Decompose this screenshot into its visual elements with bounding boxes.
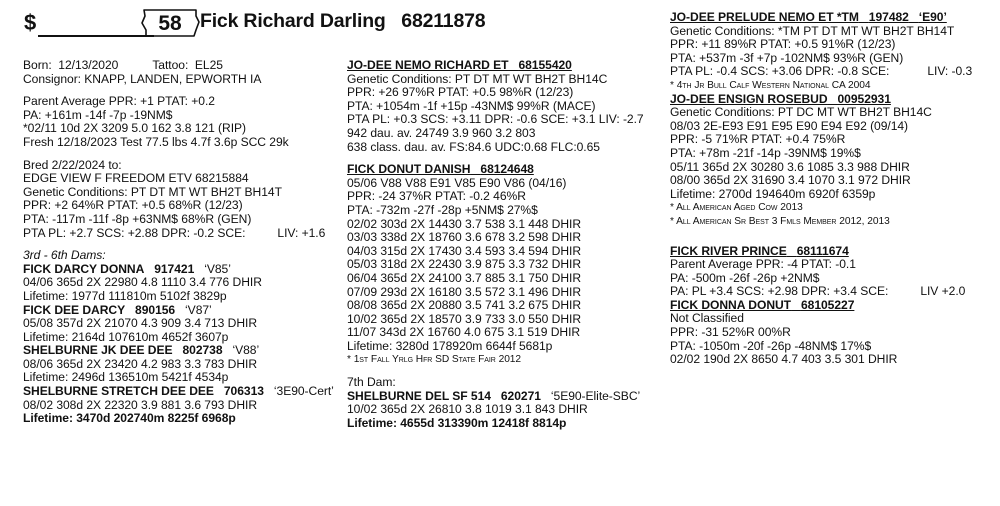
dams-list: [23, 263, 343, 413]
dam-entry-reg: 917421: [154, 261, 195, 276]
sire-dam-reg: 00952931: [837, 91, 891, 106]
dam-dam-reg: 68105227: [800, 297, 855, 312]
dam-detail-line: 11/07 343d 2X 16760 4.0 675 3.1 519 DHIR: [347, 325, 581, 340]
dam-entry-heading: [23, 304, 343, 318]
dam-entry-score: ‘V87’: [185, 302, 212, 317]
dam-entry-heading: [23, 344, 343, 358]
dam-detail-line: 10/02 365d 2X 18570 3.9 733 3.0 550 DHIR: [347, 311, 582, 326]
dam-name: FICK DONUT DANISH: [347, 162, 471, 177]
seventh-dam-lifetime: Lifetime: 4655d 313390m 12418f 8814p: [347, 415, 567, 430]
seventh-dam-heading: 7th Dam:: [347, 375, 396, 390]
dam-dam-name: FICK DONNA DONUT: [670, 297, 792, 312]
dam-sire-heading: [670, 245, 995, 259]
bred-sire: EDGE VIEW F FREEDOM ETV 68215884: [23, 171, 249, 186]
sire-dam-name: JO-DEE ENSIGN ROSEBUD: [670, 91, 828, 106]
dam-entry-reg: 802738: [182, 343, 223, 358]
dam-entry-name: SHELBURNE STRETCH DEE DEE: [23, 384, 214, 399]
sire-dam-award-note: * All American Sr Best 3 Fmls Member 2012, 2013: [670, 215, 890, 227]
bred-pta-pl-text: PTA PL: +2.7 SCS: +2.88 DPR: -0.2 SCE:: [23, 225, 246, 240]
record-line: *02/11 10d 2X 3209 5.0 162 3.8 121 (RIP): [23, 121, 247, 136]
sire-sire-liv: LIV: -0.3: [927, 64, 973, 79]
born-line: [23, 59, 343, 73]
sire-dam-detail-line: PTA: +78m -21f -14p -39NM$ 19%$: [670, 145, 861, 160]
dam-entry-record: 08/06 365d 2X 23420 4.2 983 3.3 783 DHIR: [23, 356, 258, 371]
sire-dam-award-notes: [670, 201, 995, 228]
seventh-dam-score: ‘5E90-Elite-SBC’: [550, 388, 641, 403]
bred-line: Bred 2/22/2024 to:: [23, 157, 122, 172]
dam-detail-line: PTA: -732m -27f -28p +5NM$ 27%$: [347, 202, 538, 217]
dam-detail-line: 05/06 V88 V88 E91 V85 E90 V86 (04/16): [347, 175, 567, 190]
dam-detail-line: 05/03 318d 2X 22430 3.9 875 3.3 732 DHIR: [347, 257, 582, 272]
consignor-line: Consignor: KNAPP, LANDEN, EPWORTH IA: [23, 71, 262, 86]
dam-detail-line: PPR: -24 37%R PTAT: -0.2 46%R: [347, 189, 526, 204]
sire-detail-line: PPR: +26 97%R PTAT: +0.5 98%R (12/23): [347, 85, 574, 100]
dam-detail-line: 03/03 338d 2X 18760 3.6 678 3.2 598 DHIR: [347, 230, 582, 245]
sire-sire-detail-line: PPR: +11 89%R PTAT: +0.5 91%R (12/23): [670, 37, 896, 52]
lot-header: [22, 8, 502, 40]
animal-name: Fick Richard Darling: [200, 10, 386, 32]
dam-dam-detail-line: Not Classified: [670, 311, 744, 326]
sire-name: JO-DEE NEMO RICHARD ET: [347, 58, 509, 72]
dam-entry-reg: 890156: [135, 302, 176, 317]
sire-dam-award-note: * All American Aged Cow 2013: [670, 202, 803, 214]
dam-entry-record: 05/08 357d 2X 21070 4.3 909 3.4 713 DHIR: [23, 316, 258, 331]
dam-entry-score: ‘V88’: [232, 343, 260, 358]
dam-entry-heading: [23, 263, 343, 277]
dam-entry-score: ‘V85’: [204, 261, 231, 276]
price-currency: $: [24, 10, 37, 35]
parent-average: Parent Average PPR: +1 PTAT: +0.2: [23, 94, 215, 109]
sire-detail-line: 942 dau. av. 24749 3.9 960 3.2 803: [347, 125, 536, 140]
sire-detail-line: PTA: +1054m -1f +15p -43NM$ 99%R (MACE): [347, 98, 596, 113]
dam-award-note: * 1st Fall Yrlg Hfr SD State Fair 2012: [347, 354, 522, 366]
bred-pta-pl: [23, 227, 343, 241]
dam-sire-pta-pl: [670, 285, 995, 299]
dam-heading: [347, 163, 667, 177]
seventh-dam-name: SHELBURNE DEL SF 514: [347, 388, 491, 403]
dam-entry-heading: [23, 385, 343, 399]
born-label: Born:: [23, 58, 52, 72]
sire-sire-score: ‘E90’: [918, 10, 947, 24]
dam-dam-detail-line: PPR: -31 52%R 00%R: [670, 325, 791, 340]
dam-sire-reg: 68111674: [796, 243, 849, 258]
sire-dam-heading: [670, 93, 995, 107]
right-column: [670, 11, 995, 367]
dams-heading: 3rd - 6th Dams:: [23, 248, 106, 263]
sire-sire-detail-line: PTA: +537m -3f +7p -102NM$ 93%R (GEN): [670, 50, 904, 65]
dam-detail-line: 08/08 365d 2X 20880 3.5 741 3.2 675 DHIR: [347, 298, 582, 313]
dam-sire-liv: LIV +2.0: [920, 284, 966, 299]
dam-sire-name: FICK RIVER PRINCE: [670, 243, 787, 258]
bred-genetic-conditions: Genetic Conditions: PT DT MT WT BH2T BH14T: [23, 184, 282, 199]
animal-title: [200, 10, 485, 33]
sire-sire-detail-line: Genetic Conditions: *TM PT DT MT WT BH2T BH14T: [670, 23, 955, 38]
dam-entry-name: FICK DARCY DONNA: [23, 261, 145, 276]
sire-sire-award-note: * 4th Jr Bull Calf Western National CA 2004: [670, 79, 871, 91]
sire-reg: 68155420: [518, 58, 572, 72]
pa-line: PA: +161m -14f -7p -19NM$: [23, 107, 173, 122]
dam-reg: 68124648: [480, 162, 534, 177]
sire-dam-detail-line: 08/03 2E-E93 E91 E95 E90 E94 E92 (09/14): [670, 118, 909, 133]
dam-entry-score: ‘3E90-Cert’: [273, 384, 334, 399]
sire-sire-heading: [670, 11, 995, 25]
sire-heading: [347, 59, 667, 73]
lot-number: 58: [158, 12, 182, 35]
sire-dam-detail-line: 08/00 365d 2X 31690 3.4 1070 3.1 972 DHIR: [670, 173, 911, 188]
sire-sire-pta-pl: [670, 65, 995, 79]
dam-entry-record: Lifetime: 2164d 107610m 4652f 3607p: [23, 329, 229, 344]
sire-dam-detail-line: Lifetime: 2700d 194640m 6920f 6359p: [670, 186, 876, 201]
sire-details: [347, 73, 667, 155]
dam-entry-record: 08/02 308d 2X 22320 3.9 881 3.6 793 DHIR: [23, 397, 258, 412]
sire-sire-reg: 197482: [868, 10, 909, 24]
seventh-dam-heading-line: [347, 390, 667, 404]
dam-entry-reg: 706313: [223, 384, 264, 399]
sire-dam-detail-line: PPR: -5 71%R PTAT: +0.4 75%R: [670, 132, 846, 147]
sire-sire-pta-pl-text: PTA PL: -0.4 SCS: +3.06 DPR: -0.8 SCE:: [670, 64, 890, 79]
dam-dam-heading: [670, 299, 995, 313]
bred-ppr: PPR: +2 64%R PTAT: +0.5 68%R (12/23): [23, 198, 243, 213]
left-column: [23, 59, 343, 426]
dam-sire-pta-pl-text: PA: PL +3.4 SCS: +2.98 DPR: +3.4 SCE:: [670, 284, 889, 299]
dam-details: [347, 177, 667, 354]
bred-liv: LIV: +1.6: [277, 225, 326, 240]
dam-dam-detail-line: 02/02 190d 2X 8650 4.7 403 3.5 301 DHIR: [670, 352, 898, 367]
fresh-line: Fresh 12/18/2023 Test 77.5 lbs 4.7f 3.6p SCC 29k: [23, 134, 289, 149]
dam-entry-record: Lifetime: 2496d 136510m 5421f 4534p: [23, 370, 229, 385]
dam-sire-details: [670, 258, 995, 285]
sire-detail-line: PTA PL: +0.3 SCS: +3.11 DPR: -0.6 SCE: +3.1 LIV: -2.7: [347, 112, 644, 127]
sire-detail-line: 638 class. dau. av. FS:84.6 UDC:0.68 FLC:0.65: [347, 139, 600, 154]
middle-column: [347, 59, 667, 430]
sire-sire-name: JO-DEE PRELUDE NEMO ET *TM: [670, 10, 859, 24]
price-blank-line: [38, 35, 154, 37]
dam-dam-details: [670, 312, 995, 366]
tattoo-value: EL25: [194, 58, 223, 72]
sire-dam-detail-line: 05/11 365d 2X 30280 3.6 1085 3.3 988 DHIR: [670, 159, 910, 174]
seventh-dam-reg: 620271: [500, 388, 541, 403]
dam-sire-detail-line: Parent Average PPR: -4 PTAT: -0.1: [670, 257, 856, 272]
seventh-dam-details: [347, 403, 667, 417]
sire-sire-details: [670, 25, 995, 66]
dam-sire-detail-line: PA: -500m -26f -26p +2NM$: [670, 270, 820, 285]
dam-detail-line: 07/09 293d 2X 16180 3.5 572 3.1 496 DHIR: [347, 284, 582, 299]
sire-detail-line: Genetic Conditions: PT DT MT WT BH2T BH14C: [347, 71, 608, 86]
dam-entry-name: SHELBURNE JK DEE DEE: [23, 343, 173, 358]
dam-detail-line: Lifetime: 3280d 178920m 6644f 5681p: [347, 338, 553, 353]
sire-dam-details: [670, 106, 995, 201]
sire-dam-detail-line: Genetic Conditions: PT DC MT WT BH2T BH14C: [670, 105, 932, 120]
animal-reg: 68211878: [401, 10, 486, 32]
dam-entry-name: FICK DEE DARCY: [23, 302, 126, 317]
dam-detail-line: 02/02 303d 2X 14430 3.7 538 3.1 448 DHIR: [347, 216, 582, 231]
tattoo-label: Tattoo:: [152, 58, 189, 72]
seventh-dam-record: 10/02 365d 2X 26810 3.8 1019 3.1 843 DHIR: [347, 402, 588, 417]
dam-entry-record: Lifetime: 1977d 111810m 5102f 3829p: [23, 288, 227, 303]
dam-detail-line: 04/03 315d 2X 17430 3.4 593 3.4 594 DHIR: [347, 243, 582, 258]
last-lifetime: Lifetime: 3470d 202740m 8225f 6968p: [23, 411, 236, 426]
bred-pta: PTA: -117m -11f -8p +63NM$ 68%R (GEN): [23, 211, 252, 226]
dam-entry-record: 04/06 365d 2X 22980 4.8 1110 3.4 776 DHIR: [23, 275, 262, 290]
dam-dam-detail-line: PTA: -1050m -20f -26p -48NM$ 17%$: [670, 338, 872, 353]
born-date: 12/13/2020: [58, 58, 119, 72]
dam-detail-line: 06/04 365d 2X 24100 3.7 885 3.1 750 DHIR: [347, 270, 582, 285]
